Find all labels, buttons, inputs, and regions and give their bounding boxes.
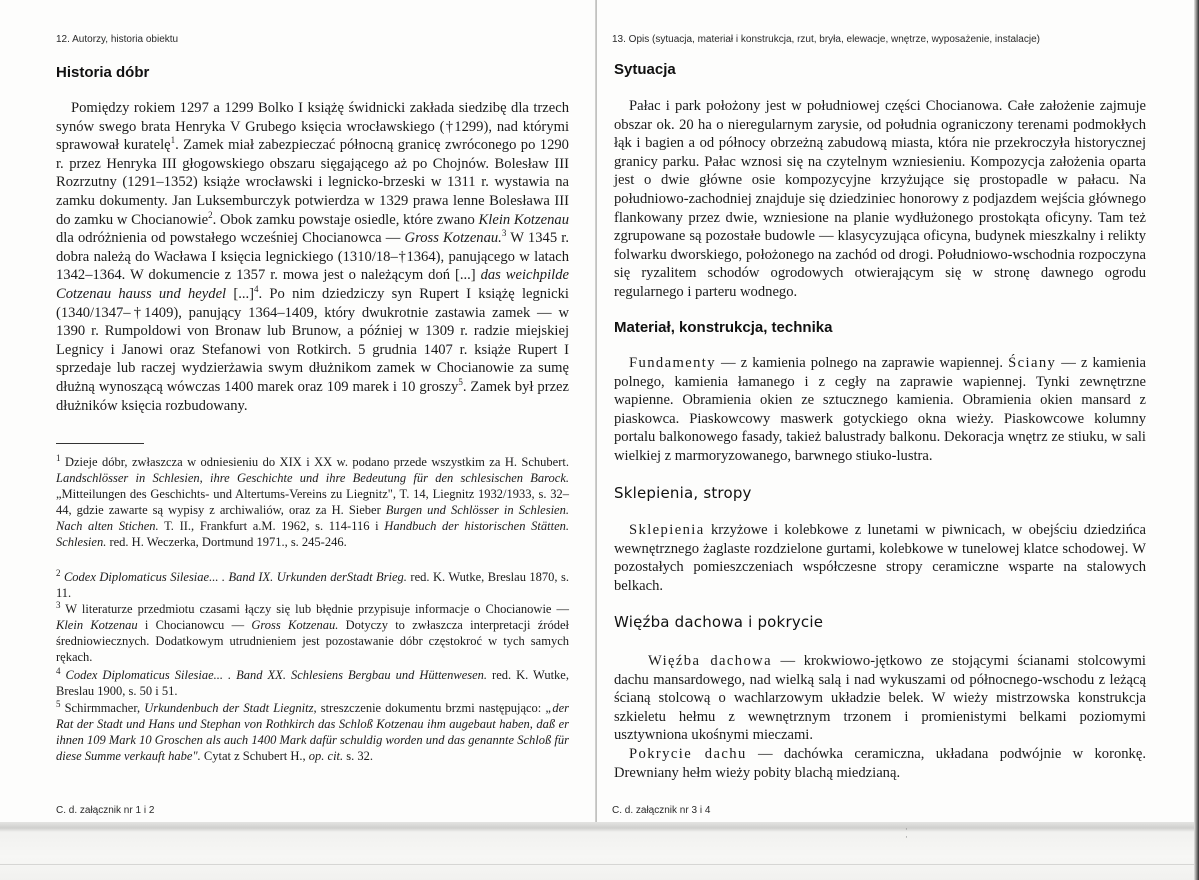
footnote-reference: 4 [254,284,259,295]
italic-text: Klein Kotzenau [56,618,138,633]
wiezba-paragraph: Więźba dachowa — krokwiowo-jętkowo ze stojącymi ścianami stolcowymi dachu mansardowego, nad wielką salą i nad wykuszami od północnego-wschodu z leżącą ścianą stolcową o wachlarzowym układzie belek. W wieży mistrzowska konstrukcja szkieletu hełmu z wewnętrznym trzonem i promienistymi belkami poziomymi usztywniona ukośnymi mieczami. [614,653,1146,744]
sytuacja-heading: Sytuacja [614,61,676,78]
footnote-4: $^4$ Codex Diplomaticus Silesiae... . Band XX. Schlesiens Bergbau und Hüttenwesen. red. K. Wutke, Breslau 1900, s. 50 i 51. [56,665,569,699]
right-page-footer: C. d. załącznik nr 3 i 4 [612,805,711,816]
history-paragraph: Pomiędzy rokiem 1297 a 1299 Bolko I książę świdnicki zakłada siedzibę dla trzech synów swego brata Henryka V Grubego księcia wrocławskiego (†1299), nad którymi sprawował kuratelę$^1$. Zamek miał zabezpieczać północną granicę zwróconego po 1290 r. przez Henryka III głogowskiego obszaru sięgającego aż po Chojnów. Bolesław III Rozrzutny (1291–1352) książe wrocławski i legnicko-brzeski w 1311 r. wystawia na zamku dokumenty. Jan Luksemburczyk potwierdza w 1329 prawa lenne Bolesława III do zamku w Chocianowie$^2$. Obok zamku powstaje osiedle, które zwano Klein Kotzenau dla odróżnienia od powstałego wcześniej Chocianowca — Gross Kotzenau.$^3$ W 1345 r. dobra należą do Wacława I księcia legnickiego (1310/18–†1364), panującego w latach 1342–1364. W dokumencie z 1357 r. mowa jest o należącym doń [...] das weichpilde Cotzenau hauss und heydel [...]$^4$. Po nim dziedziczy syn Rupert I książę legnicki (1340/1347–†1409), panujący 1364–1409, który dwukrotnie zastawia zamek — w 1390 r. Rumpoldowi von Bronaw lub Brunow, a później w 1309 r. radzie miejskiej Legnicy i Janowi oraz Stefanowi von Rotkirch. 5 grudnia 1407 r. książe Rupert I sprzedaje lub raczej wydzierżawia swym dłużnikom zamek w Chocianowie za sumę dłużną wynoszącą wówczas 1400 marek oraz 109 marek i 10 groszy$^5$. Zamek był przez dłużników księcia rozbudowany. [56,100,570,414]
footnote-5: $^5$ Schirmmacher, Urkundenbuch der Stadt Liegnitz, streszczenie dokumentu brzmi następująco: „der Rat der Stadt und Hans und Stephan von Rothkirch das Schloß Kotzenau ihm augebaut haben, daß er ihnen 109 Mark 10 Groschen als auch 1400 Mark dafür schuldig worden und das genannte Schloß für diese Summe verkauft habe". Cytat z Schubert H., op. cit. s. 32. [56,698,570,764]
footnote-reference: 4 [56,665,61,676]
sytuacja-paragraph: Pałac i park położony jest w południowej części Chocianowa. Całe założenie zajmuje obszar ok. 20 ha o nieregularnym zarysie, od południa ograniczony terenami podmokłych łąk i bagien a od północy obrzeżną zabudową miasta, która nie przekroczyła historycznej granicy parku. Pałac wznosi się na czytelnym wzniesieniu. Kompozycja założenia oparta jest o dwie główne osie kompozycyjne krzyżujące się prostopadle w pałacu. Na południowo-zachodniej znajduje się dziedziniec honorowy z podjazdem wejścia głównego flankowany przez dwie, wzniesione na planie wydłużonego prostokąta oficyny. Tam też zgrupowane są pozostałe budowle — klasycyzująca oficyna, budynek mieszkalny i relikty folwarku dworskiego, położonego na zachód od drogi. Południowo-wschodnia rozpoczyna się ryzalitem schodów ogrodowych otwierającym się w stronę dawnego ogrodu regularnego i parteru wodnego. [614,98,1146,300]
spaced-term: Sklepienia [629,522,705,538]
footnote-reference: 5 [458,377,463,388]
right-page-header: 13. Opis (sytuacja, materiał i konstrukcja, rzut, bryła, elewacje, wnętrze, wyposażenie, instalacje) [612,34,1040,45]
italic-text: op. cit. [308,749,344,764]
italic-text: Codex Diplomaticus Silesiae... . Band IX. Urkunden derStadt Brieg. [63,570,407,584]
footnote-separator [56,443,144,444]
left-page-footer: C. d. załącznik nr 1 i 2 [56,805,155,816]
italic-text: Gross Kotzenau. [251,618,339,633]
spaced-term: Ściany [1008,355,1057,371]
footnote-reference: 3 [501,228,507,239]
spaced-term: Więźba dachowa [648,653,772,669]
footnote-reference: 2 [56,567,61,578]
spaced-term: Fundamenty [629,355,716,371]
material-paragraph: Fundamenty — z kamienia polnego na zaprawie wapiennej. Ściany — z kamienia polnego, kamienia łamanego i z cegły na zaprawie wapiennej. Tynki zewnętrzne wapienne. Obramienia okien ze sztucznego kamienia. Obramienia okien mansard z piaskowca. Piaskowcowy maswerk gotyckiego okna wieży. Piaskowcowe kolumny portalu balkonowego fasady, takież balustrady balkonu. Dekoracja wnętrz ze stiuku, w sali wielkiej z marmoryzowanego, barwnego stiuko-lustra. [614,355,1146,464]
scan-mark: · · [905,825,908,843]
right-page [597,0,1199,822]
pokrycie-paragraph: Pokrycie dachu — dachówka ceramiczna, układana podwójnie w koronkę. Drewniany hełm wieży pobity blachą miedzianą. [614,746,1146,781]
italic-text: Burgen und Schlösser in Schlesien. Nach alten Stichen. [56,503,569,534]
history-heading: Historia dóbr [56,64,150,81]
footnote-reference: 1 [56,452,61,463]
spaced-term: Pokrycie dachu [629,746,747,762]
footnote-2: $^2$ Codex Diplomaticus Silesiae... . Band IX. Urkunden derStadt Brieg. red. K. Wutke, Breslau 1870, s. 11. [56,567,569,601]
italic-text: Urkundenbuch der Stadt Liegnitz, [144,701,317,715]
italic-text: das weichpilde Cotzenau hauss und heydel [56,267,569,302]
italic-text: Gross Kotzenau. [404,230,502,247]
sklepienia-paragraph: Sklepienia krzyżowe i kolebkowe z lunetami w piwnicach, w obejściu dziedzińca wewnętrznego żaglaste rozdzielone gurtami, kolebkowe w tunelowej klatce schodowej. W pozostałych pomieszczeniach współczesne stropy ceramiczne wsparte na stalowych belkach. [614,522,1146,594]
sklepienia-heading: Sklepienia, stropy [614,484,752,502]
scanner-bottom-edge [0,822,1199,880]
italic-text: Codex Diplomaticus Silesiae... . Band XX. Schlesiens Bergbau und Hüttenwesen. [65,668,488,682]
scanner-edge-line [0,864,1194,865]
footnote-3: $^3$ W literaturze przedmiotu czasami łączy się lub błędnie przypisuje informacje o Chocianowie — Klein Kotzenau i Chocianowcu — Gross Kotzenau. Dotyczy to zwłaszcza interpretacji źródeł średniowiecznych. Dodatkowym utrudnieniem jest pozostawanie dóbr częstokroć w tych samych rękach. [56,599,569,665]
italic-text: „der Rat der Stadt und Hans und Stephan von Rothkirch das Schloß Kotzenau ihm augebaut haben, daß er ihnen 109 Mark 10 Groschen als auch 1400 Mark dafür schuldig worden und das genannte Schloß für diese Summe verkauft habe". [56,701,570,764]
footnote-1: $^1$ Dzieje dóbr, zwłaszcza w odniesieniu do XIX i XX w. podano przede wszystkim za H. Schubert. Landschlösser in Schlesien, ihre Geschichte und ihre Bedeutung für den schlesischen Barock. „Mitteilungen des Geschichts- und Altertums-Vereins zu Liegnitz", T. 14, Liegnitz 1932/1933, s. 32–44, gdzie zawarte są wypisy z archiwaliów, oraz za H. Sieber Burgen und Schlösser in Schlesien. Nach alten Stichen. T. II., Frankfurt a.M. 1962, s. 114-116 i Handbuch der historischen Stätten. Schlesien. red. H. Weczerka, Dortmund 1971., s. 245-246. [56,452,569,550]
footnote-reference: 5 [56,698,61,709]
italic-text: Landschlösser in Schlesien, ihre Geschichte und ihre Bedeutung für den schlesischen Barock. [56,471,569,486]
italic-text: Klein Kotzenau [478,211,570,228]
footnote-reference: 2 [208,209,213,220]
wiezba-heading: Więźba dachowa i pokrycie [614,613,824,631]
left-page [0,0,596,822]
scanner-right-edge [1194,0,1199,880]
italic-text: Handbuch der historischen Stätten. Schlesien. [56,519,569,550]
material-heading: Materiał, konstrukcja, technika [614,319,833,336]
footnote-reference: 1 [170,135,176,146]
left-page-header: 12. Autorzy, historia obiektu [56,34,179,45]
footnote-reference: 3 [56,599,61,610]
